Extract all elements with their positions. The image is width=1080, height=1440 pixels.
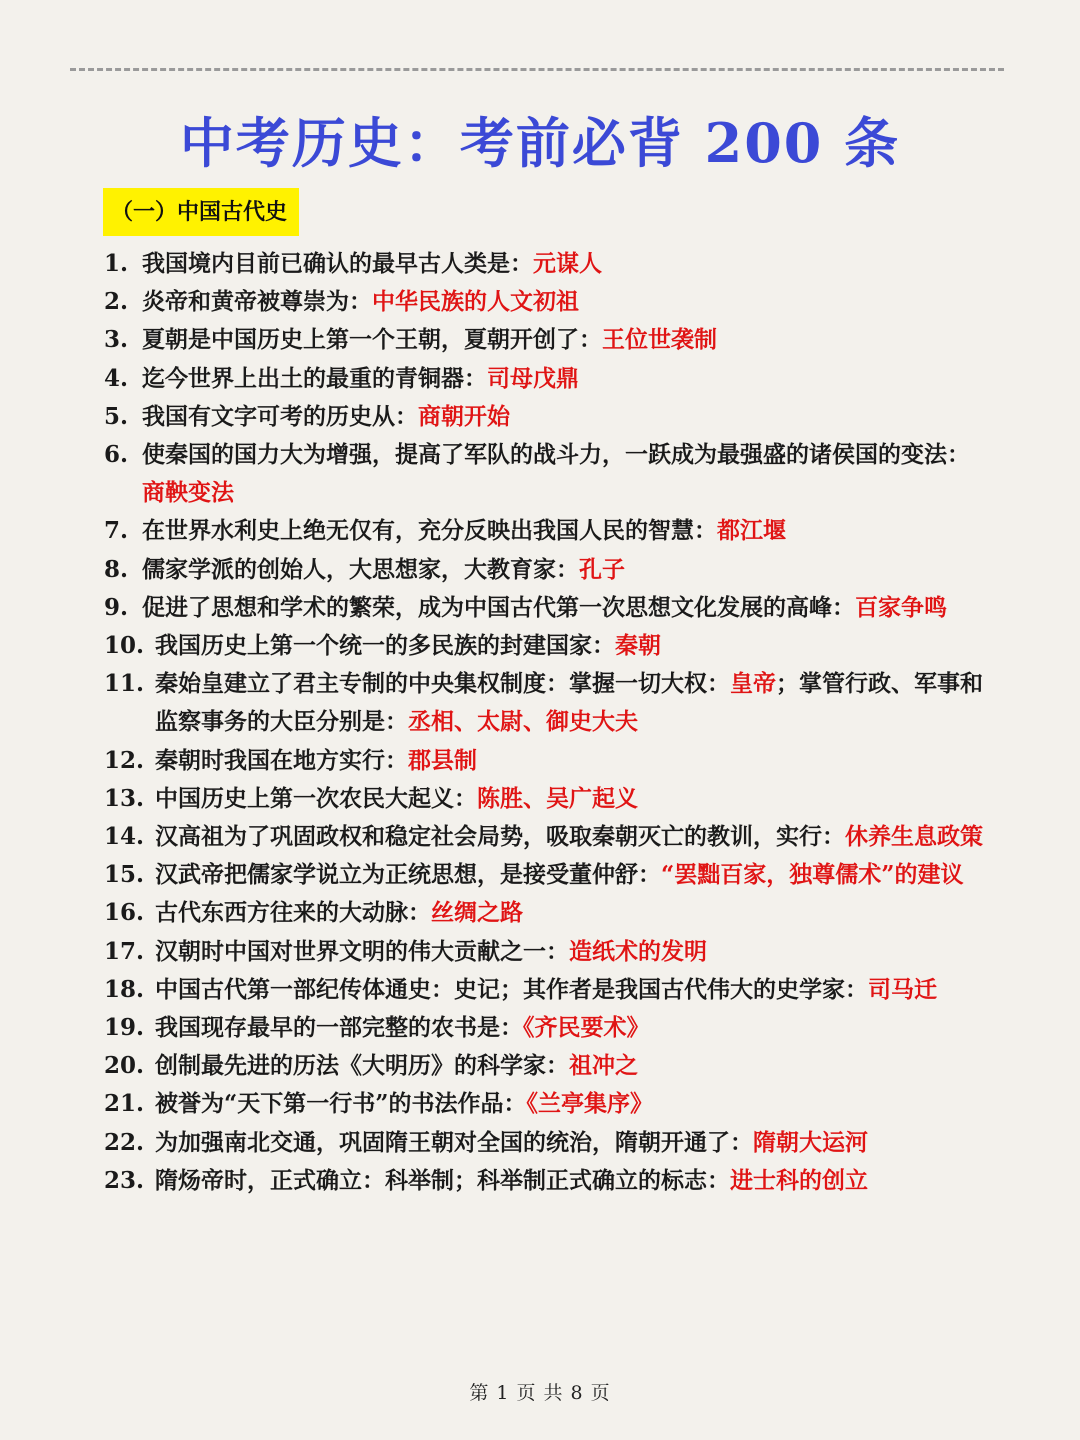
item-answer: 都江堰 [717, 517, 786, 545]
list-item [104, 818, 984, 856]
item-answer: 孔子 [579, 555, 625, 583]
list-item [104, 627, 984, 665]
item-list [104, 245, 984, 1200]
list-item [104, 1047, 984, 1085]
list-item [104, 894, 984, 932]
item-number: 14. [104, 823, 145, 851]
list-item [104, 742, 984, 780]
item-number: 8. [104, 555, 129, 583]
item-number: 20. [104, 1052, 145, 1080]
page-title: 中考历史：考前必背 200 条 [179, 111, 901, 175]
list-item [104, 245, 984, 283]
item-answer: 丝绸之路 [431, 899, 523, 927]
item-number: 5. [104, 402, 129, 430]
item-question: 古代东西方往来的大动脉： [155, 899, 431, 927]
item-question: 我国境内目前已确认的最早古人类是： [142, 250, 533, 277]
item-answer: 秦朝 [615, 632, 661, 660]
item-number: 9. [104, 593, 129, 621]
item-number: 2. [104, 288, 129, 316]
item-answer-secondary: 丞相、太尉、御史大夫 [408, 708, 638, 736]
item-answer: 郡县制 [408, 746, 477, 774]
item-question: 秦始皇建立了君主专制的中央集权制度：掌握一切大权： [155, 670, 730, 698]
item-question: 促进了思想和学术的繁荣，成为中国古代第一次思想文化发展的高峰： [142, 593, 855, 621]
item-question: 汉高祖为了巩固政权和稳定社会局势，吸取秦朝灭亡的教训，实行： [155, 823, 845, 851]
item-question: 中国历史上第一次农民大起义： [155, 784, 477, 812]
list-item [104, 321, 984, 359]
list-item [104, 1124, 984, 1162]
item-question: 创制最先进的历法《大明历》的科学家： [155, 1052, 569, 1080]
item-answer: 《齐民要术》 [523, 1014, 650, 1042]
item-question: 在世界水利史上绝无仅有，充分反映出我国人民的智慧： [142, 517, 717, 545]
item-number: 15. [104, 861, 145, 889]
list-item [104, 398, 984, 436]
item-answer: 王位世袭制 [602, 326, 717, 354]
list-item [104, 283, 984, 321]
item-answer: 隋朝大运河 [753, 1128, 868, 1156]
item-number: 16. [104, 899, 145, 927]
item-question: 我国历史上第一个统一的多民族的封建国家： [155, 632, 615, 660]
item-number: 10. [104, 632, 145, 660]
list-item [104, 1162, 984, 1200]
top-dashed-rule [70, 68, 1004, 71]
list-item [104, 512, 984, 550]
item-question: 中国古代第一部纪传体通史：史记；其作者是我国古代伟大的史学家： [155, 975, 868, 1003]
item-answer: 司母戊鼎 [487, 364, 579, 392]
item-number: 19. [104, 1014, 145, 1042]
item-question: 秦朝时我国在地方实行： [155, 746, 408, 774]
item-answer: 中华民族的人文初祖 [372, 288, 579, 316]
item-question-continued: ；掌管行政、军事和监察事务的大臣分别是： [155, 670, 983, 736]
item-answer: 商朝开始 [418, 402, 510, 430]
item-question: 儒家学派的创始人，大思想家，大教育家： [142, 555, 579, 583]
item-answer: 休养生息政策 [845, 823, 983, 851]
item-answer: 《兰亭集序》 [526, 1090, 653, 1118]
item-answer: 造纸术的发明 [569, 937, 707, 965]
item-number: 7. [104, 517, 129, 545]
section-heading: （一）中国古代史 [103, 188, 299, 236]
list-item [104, 971, 984, 1009]
item-number: 21. [104, 1090, 145, 1118]
list-item [104, 780, 984, 818]
item-answer: 商鞅变法 [142, 479, 234, 507]
item-answer: 进士科的创立 [730, 1166, 868, 1194]
item-question: 炎帝和黄帝被尊崇为： [142, 288, 372, 316]
page-footer: 第 1 页 共 8 页 [469, 1382, 611, 1404]
item-number: 18. [104, 975, 145, 1003]
list-item [104, 589, 984, 627]
item-number: 1. [104, 250, 129, 277]
item-number: 23. [104, 1166, 145, 1194]
item-answer: 祖冲之 [569, 1052, 638, 1080]
item-question: 汉朝时中国对世界文明的伟大贡献之一： [155, 937, 569, 965]
list-item [104, 856, 984, 894]
item-number: 17. [104, 937, 145, 965]
item-question: 被誉为“天下第一行书”的书法作品： [155, 1090, 527, 1118]
item-number: 13. [104, 784, 145, 812]
item-number: 11. [104, 670, 145, 698]
list-item [104, 551, 984, 589]
item-answer: 皇帝 [730, 670, 776, 698]
item-number: 12. [104, 746, 145, 774]
list-item [104, 665, 984, 741]
item-number: 4. [104, 364, 129, 392]
list-item [104, 1085, 984, 1123]
item-question: 迄今世界上出土的最重的青铜器： [142, 364, 487, 392]
list-item [104, 360, 984, 398]
item-number: 22. [104, 1128, 145, 1156]
item-number: 6. [104, 441, 129, 469]
item-question: 我国有文字可考的历史从： [142, 402, 418, 430]
item-answer: 陈胜、吴广起义 [477, 784, 638, 812]
list-item [104, 436, 984, 512]
item-question: 夏朝是中国历史上第一个王朝，夏朝开创了： [142, 326, 602, 354]
item-answer: “罢黜百家，独尊儒术”的建议 [661, 861, 964, 889]
item-answer: 司马迁 [868, 975, 937, 1003]
item-question: 汉武帝把儒家学说立为正统思想，是接受董仲舒： [155, 861, 661, 889]
item-answer: 百家争鸣 [855, 593, 947, 621]
item-question: 为加强南北交通，巩固隋王朝对全国的统治，隋朝开通了： [155, 1128, 753, 1156]
item-question: 隋炀帝时，正式确立：科举制；科举制正式确立的标志： [155, 1166, 730, 1194]
item-question: 我国现存最早的一部完整的农书是： [155, 1014, 523, 1042]
list-item [104, 933, 984, 971]
item-answer: 元谋人 [533, 250, 602, 277]
item-number: 3. [104, 326, 129, 354]
item-question: 使秦国的国力大为增强，提高了军队的战斗力，一跃成为最强盛的诸侯国的变法： [142, 441, 970, 469]
list-item [104, 1009, 984, 1047]
